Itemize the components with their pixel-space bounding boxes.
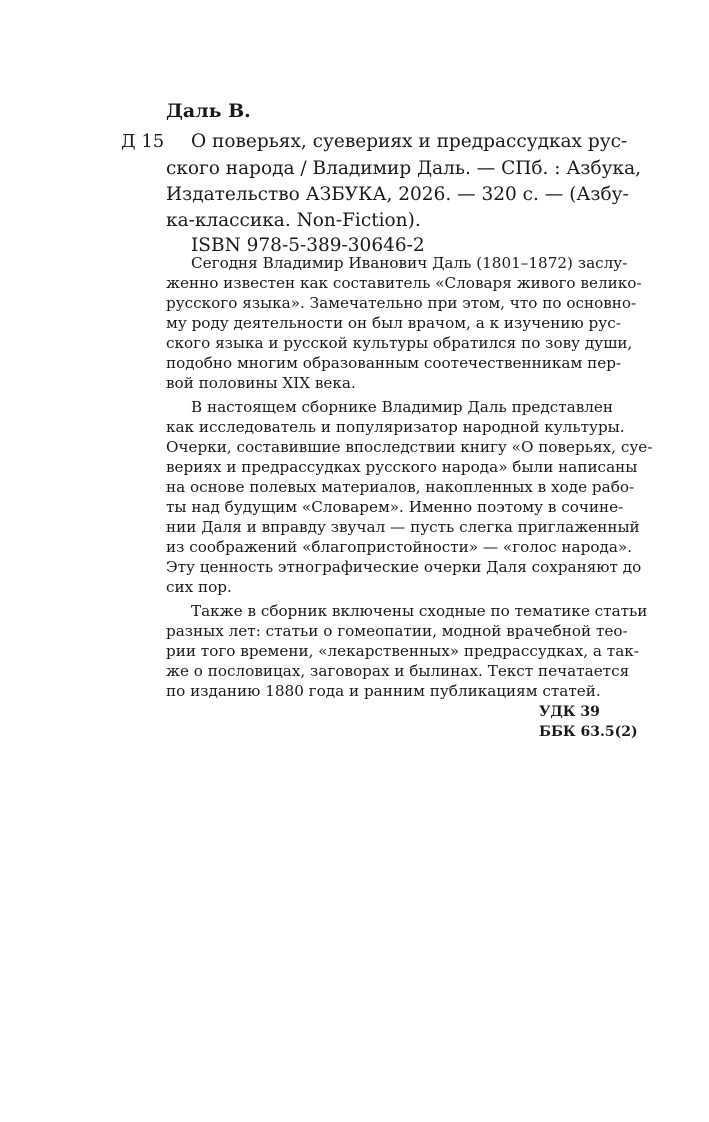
title-line-4: ка-классика. Non-Fiction). bbox=[166, 210, 421, 231]
author-heading: Даль В. bbox=[166, 100, 251, 122]
annotation-p2-line-2: как исследователь и популяризатор народной культуры. bbox=[166, 418, 625, 436]
annotation-p2-line-4: вериях и предрассудках русского народа» были написаны bbox=[166, 458, 638, 476]
isbn: ISBN 978-5-389-30646-2 bbox=[191, 235, 425, 256]
annotation-p2-line-1: В настоящем сборнике Владимир Даль представлен bbox=[191, 398, 614, 416]
annotation-p1-line-5: ского языка и русской культуры обратился по зову души, bbox=[166, 334, 633, 352]
annotation-p1-line-3: русского языка». Замечательно при этом, что по основно- bbox=[166, 294, 637, 312]
annotation-p3-line-4: же о пословицах, заговорах и былинах. Текст печатается bbox=[166, 662, 630, 680]
title-line-1: О поверьях, суевериях и предрассудках рус- bbox=[191, 131, 628, 152]
annotation-p2-line-3: Очерки, составившие впоследствии книгу «О поверьях, суе- bbox=[166, 438, 653, 456]
annotation-p2-line-9: Эту ценность этнографические очерки Даля сохраняют до bbox=[166, 558, 642, 576]
annotation-p1-line-7: вой половины XIX века. bbox=[166, 374, 356, 392]
annotation-p3-line-3: рии того времени, «лекарственных» предрассудках, а так- bbox=[166, 642, 639, 660]
annotation-p1-line-1: Сегодня Владимир Иванович Даль (1801–1872) заслу- bbox=[191, 254, 628, 272]
annotation-p3-line-2: разных лет: статьи о гомеопатии, модной врачебной теo- bbox=[166, 622, 628, 640]
catalog-code: Д 15 bbox=[121, 131, 165, 152]
title-line-3: Издательство АЗБУКА, 2026. — 320 с. — (Азбу- bbox=[166, 184, 629, 205]
bbk-code: ББК 63.5(2) bbox=[539, 724, 638, 740]
annotation-p1-line-2: женно известен как составитель «Словаря живого велико- bbox=[166, 274, 642, 292]
annotation-p2-line-7: нии Даля и вправду звучал — пусть слегка приглаженный bbox=[166, 518, 640, 536]
annotation-p1-line-6: подобно многим образованным соотечественникам пер- bbox=[166, 354, 622, 372]
annotation-p1-line-4: му роду деятельности он был врачом, а к изучению рус- bbox=[166, 314, 621, 332]
annotation-p2-line-6: ты над будущим «Словарем». Именно поэтому в сочине- bbox=[166, 498, 624, 516]
annotation-p2-line-8: из соображений «благопристойности» — «голос народа». bbox=[166, 538, 632, 556]
annotation-p2-line-5: на основе полевых материалов, накопленных в ходе рабо- bbox=[166, 478, 635, 496]
annotation-p3-line-1: Также в сборник включены сходные по тематике статьи bbox=[191, 602, 648, 620]
annotation-p3-line-5: по изданию 1880 года и ранним публикациям статей. bbox=[166, 682, 601, 700]
udk-code: УДК 39 bbox=[539, 704, 600, 720]
title-line-2: ского народа / Владимир Даль. — СПб. : Азбука, bbox=[166, 158, 642, 179]
annotation-p2-line-10: сих пор. bbox=[166, 578, 232, 596]
